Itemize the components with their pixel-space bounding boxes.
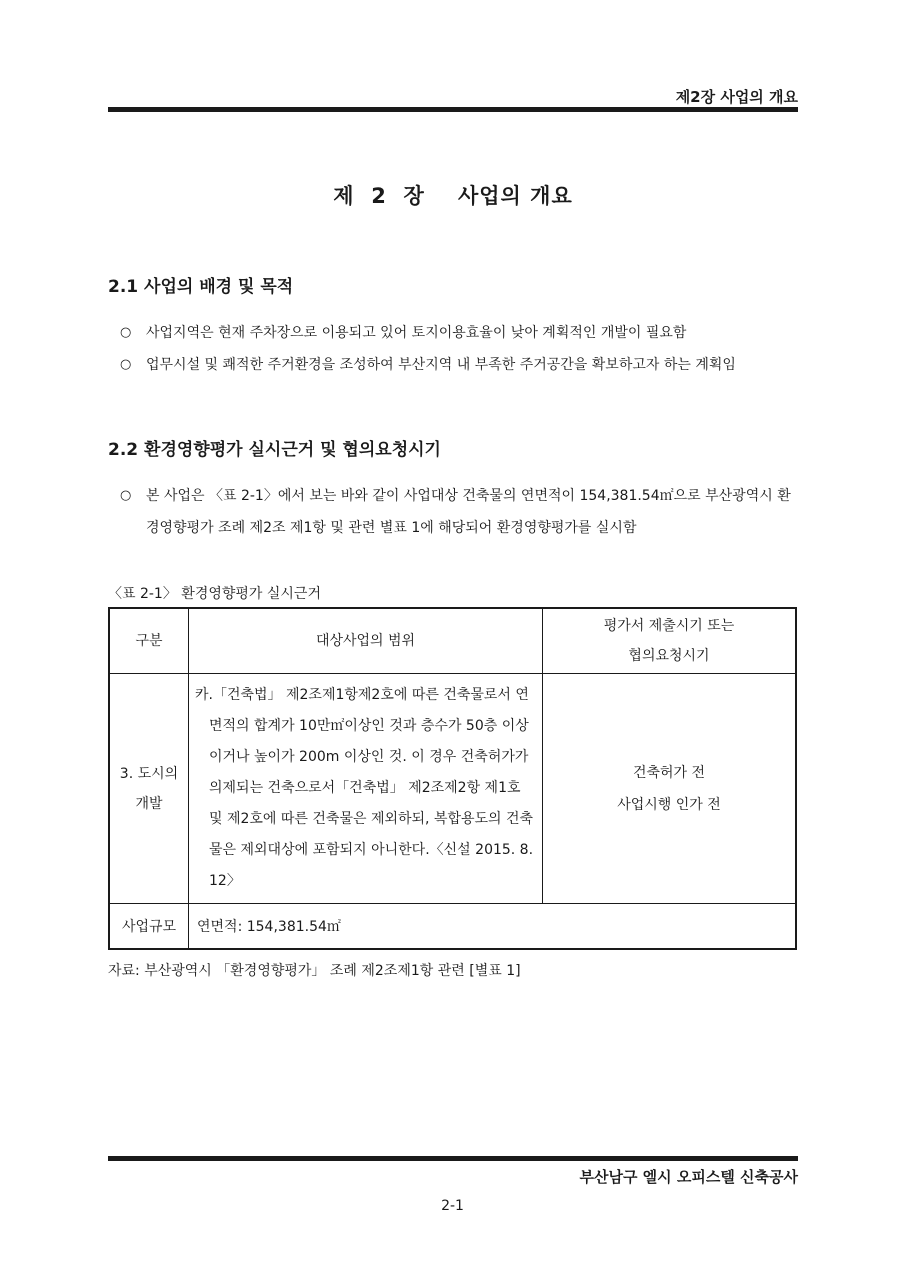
chapter-number: 2 (371, 184, 387, 208)
chapter-prefix: 제 (333, 184, 355, 208)
chapter-title (108, 180, 798, 210)
header-timing: 평가서 제출시기 또는 협의요청시기 (543, 608, 797, 674)
section-heading-2-1: 2.1 사업의 배경 및 목적 (108, 277, 294, 297)
assessment-basis-table (108, 607, 797, 950)
table-caption: 〈표 2-1〉 환경영향평가 실시근거 (108, 586, 321, 602)
row-scale-value: 연면적: 154,381.54㎡ (189, 904, 797, 950)
list-item: ○ 업무시설 및 쾌적한 주거환경을 조성하여 부산지역 내 부족한 주거공간을 확보하고자 하는 계획임 (120, 349, 800, 381)
header-scope: 대상사업의 범위 (189, 608, 543, 674)
footer-rule (108, 1156, 798, 1161)
section-2-1-list (120, 317, 800, 381)
chapter-name: 사업의 개요 (457, 184, 573, 208)
row-scale-label: 사업규모 (109, 904, 189, 950)
table-header-row (109, 608, 796, 674)
header-rule (108, 107, 798, 112)
row-timing: 건축허가 전 사업시행 인가 전 (543, 674, 797, 904)
page-number: 2-1 (441, 1198, 464, 1214)
row-category: 3. 도시의 개발 (109, 674, 189, 904)
table-row (109, 674, 796, 904)
header-category: 구분 (109, 608, 189, 674)
chapter-suffix: 장 (403, 184, 425, 208)
bullet-icon: ○ (120, 325, 132, 340)
bullet-icon: ○ (120, 357, 132, 372)
table-source: 자료: 부산광역시 「환경영향평가」 조례 제2조제1항 관련 [별표 1] (108, 963, 521, 979)
footer-project-title: 부산남구 엘시 오피스텔 신축공사 (579, 1168, 798, 1186)
list-item: ○ 본 사업은 〈표 2-1〉에서 보는 바와 같이 사업대상 건축물의 연면적이 154,381.54㎡으로 부산광역시 환경영향평가 조례 제2조 제1항 및 관련 별표 1에 해당되어 환경영향평가를 실시함 (120, 480, 800, 544)
running-header: 제2장 사업의 개요 (675, 88, 798, 106)
table-row (109, 904, 796, 950)
section-heading-2-2: 2.2 환경영향평가 실시근거 및 협의요청시기 (108, 440, 441, 460)
section-2-2-list (120, 480, 800, 544)
list-item: ○ 사업지역은 현재 주차장으로 이용되고 있어 토지이용효율이 낮아 계획적인 개발이 필요함 (120, 317, 800, 349)
row-scope: 카.「건축법」 제2조제1항제2호에 따른 건축물로서 연면적의 합계가 10만㎡이상인 것과 층수가 50층 이상이거나 높이가 200m 이상인 것. 이 경우 건축허가가 의제되는 건축으로서「건축법」 제2조제2항 제1호 및 제2호에 따른 건축물은 제외하되, 복합용도의 건축물은 제외대상에 포함되지 아니한다.〈신설 2015. 8. 12〉 (189, 674, 543, 904)
bullet-icon: ○ (120, 488, 132, 503)
